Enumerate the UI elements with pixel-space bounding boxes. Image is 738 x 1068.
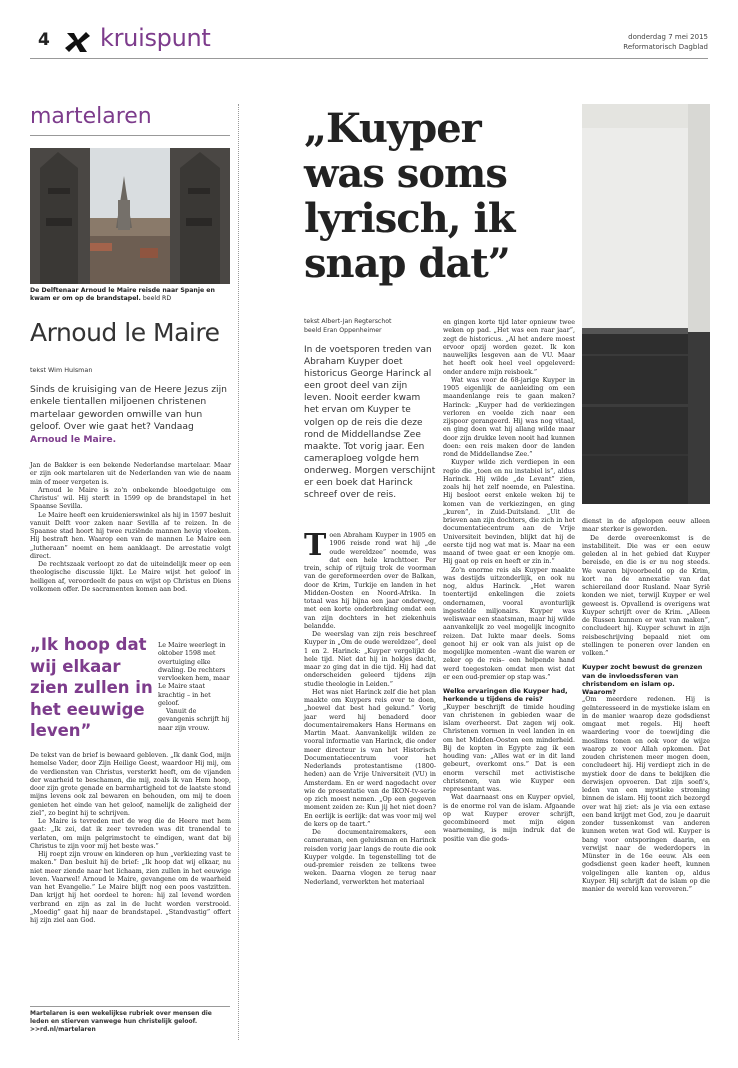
rubric-title: martelaren <box>30 104 152 129</box>
rubric-rule <box>30 135 230 136</box>
photo-caption-text: De Delftenaar Arnoud le Maire reisde naar Spanje en kwam er om op de brandstapel. <box>30 287 215 302</box>
interview-question: Welke ervaringen die Kuyper had, herkende u tijdens de reis? <box>443 687 568 704</box>
interview-question: Kuyper zocht bewust de grenzen van de invloedssferen van christendom en islam op. Waarom? <box>582 663 703 697</box>
column-body-top <box>30 462 231 594</box>
article-paragraph: dienst in de afgelopen eeuw alleen maar sterker is geworden. <box>582 518 710 534</box>
headline-line: „Kuyper <box>304 105 481 152</box>
dropcap: T <box>304 528 327 563</box>
article-paragraph: Wat daarnaast ons en Kuyper opviel, is de enorme rol van de islam. Afgaande op wat Kuyper erover schrijft, gecombineerd met mijn eigen waarneming, is mijn indruk dat de positie van die gods- <box>443 794 575 843</box>
article-paragraph: Zo'n enorme reis als Kuyper maakte was destijds uitzonderlijk, en ook nu nog, aldus Harinck. „Het waren toentertijd enkelingen die zoiets ondernamen, vooral avonturlijk ingestelde miljonairs. Kuyper was weliswaar een staatsman, maar hij wilde aanvankelijk zo veel mogelijk incognito reizen. Dat lukte maar deels. Soms genoot hij er ook van als juist op de mogelijke momenten –want die waren er zeker op de reis– een helpende hand werd toegestoken omdat men wist dat er een oud-premier op stap was.” <box>443 566 575 681</box>
article-paragraph: De weerslag van zijn reis beschreef Kuyper in „Om de oude wereldzee”, deel 1 en 2. Harinck: „Kuyper vergelijkt de hele tijd. Niet dat hij in hokjes dacht, maar zo ging dat in die tijd. Hij had dat onderscheiden geleerd tijdens zijn studie theologie in Leiden.” <box>304 631 436 688</box>
pull-quote: „Ik hoop dat wij elkaar zien zullen in het eeuwige leven” <box>30 635 153 741</box>
article-paragraph: Kuyper wilde zich verdiepen in een regio die „toen en nu instabiel is”, aldus Harinck. Hij wilde „de Levant” zien, zoals hij het zelf noemde, en Palestina. Hij besloot eerst enkele weken bij te komen van de verkiezingen, en ging „kuren”, in Zuid-Duitsland. „Uit de brieven aan zijn dochters, die zich in het documentatiecentrum aan de Vrije Universiteit bevinden, blijkt dat hij de eerste tijd nog wat mat is. Maar na een maand of twee gaat er een knopje om. Hij gaat op reis en heeft er zin in.” <box>443 459 575 566</box>
column-paragraph: De tekst van de brief is bewaard gebleven. „Ik dank God, mijn hemelse Vader, door Zijn Heilige Geest, waardoor Hij mij, om de verdiensten van Christus, versterkt heeft, om de vijanden der waarheid te beschamen, die mij, zoals ik van Hem hoop, door zijn grote genade en barmhartigheid tot de laatste stond mijns levens ook zal bewaren en behouden, om mij te doen genieten het einde van het geloof, namelijk de zaligheid der ziel”, zo begint hij te schrijven. <box>30 752 231 817</box>
page-number: 4 <box>38 30 50 50</box>
header-paper: Reformatorisch Dagblad <box>623 43 708 51</box>
headline <box>304 106 580 286</box>
headline-line: lyrisch, ik <box>304 195 515 242</box>
column-paragraph: Le Maire is tevreden met de weg die de Heere met hem gaat: „Ik zei, dat ik zeer tevreden was dit tranendal te verlaten, om mijn pelgrimstocht te eindigen, want dat bij Christus te zijn voor mij het beste was.” <box>30 818 231 850</box>
footer-note: Martelaren is een wekelijkse rubriek over mensen die leden en stierven vanwege hun christelijk geloof. <box>30 1010 212 1025</box>
photo-caption <box>30 287 232 303</box>
article-paragraph: De derde overeenkomst is de instabiliteit. Die was er een eeuw geleden al in het gebied dat Kuyper bereisde, en die is er nu nog steeds. We waren bijvoorbeeld op de Krim, kort na de annexatie van dat schiereiland door Rusland. Naar Syrië konden we niet, terwijl Kuyper er wel geweest is. Opvallend is overigens wat Kuyper schrijft over de Krim. „Alleen de Russen kunnen er wat van maken”, concludeert hij. Kuyper schuwt in zijn reisbeschrijving bepaald niet om stellingen te poneren over landen en volken.” <box>582 534 710 657</box>
column-body-bottom <box>30 752 231 925</box>
article-lead: In de voetsporen treden van Abraham Kuyper doet historicus George Harinck al een groot deel van zijn leven. Nooit eerder kwam het ervan om Kuyper te volgen op de reis die deze rond de Middellandse Zee maakte. Tot vorig jaar. Een cameraploeg volgde hem onderweg. Morgen verschijnt er een boek dat Harinck schreef over de reis. <box>304 345 436 501</box>
article-paragraph: oen Abraham Kuyper in 1905 en 1906 reisde rond wat hij „de oude wereldzee” noemde, was dat een hele krachttoer. Per trein, schip of rijtuig trok de voorman van de gereformeerden over de Balkan, door de Krim, Turkije en landen in het Midden-Oosten en Noord-Afrika. In totaal was hij bijna een jaar onderweg, met een korte onderbreking omdat een van zijn dochters in het ziekenhuis belandde. <box>304 532 436 630</box>
column-paragraph: Jan de Bakker is een bekende Nederlandse martelaar. Maar er zijn ook martelaren uit de Nederlanden van wie de naam min of meer vergeten is. <box>30 462 231 486</box>
column-body-side <box>158 642 231 733</box>
intro-text: Sinds de kruisiging van de Heere Jezus zijn enkele tientallen miljoenen christenen martelaar geworden omwille van hun geloof. Over wie gaat het? Vandaag <box>30 384 227 433</box>
delft-tower-photo <box>30 148 230 284</box>
column-paragraph: Arnoud le Maire is zo'n onbekende bloedgetuige om Christus' wil. Hij sterft in 1599 op de brandstapel in het Spaanse Sevilla. <box>30 486 231 511</box>
column-intro <box>30 384 230 446</box>
article-byline: tekst Albert-Jan Regterschot <box>304 318 392 325</box>
footer-link[interactable]: >>rd.nl/martelaren <box>30 1026 96 1033</box>
article-paragraph: „Om meerdere redenen. Hij is geïnteresseerd in de mystieke islam en in de manier waarop deze godsdienst omgaat met regels. Hij heeft waardering voor de toewijding die moslims tonen en ook voor de wijze waarop ze voor Allah opkomen. Dat zouden christenen meer mogen doen, concludeert hij. Hij verdiept zich in de mystiek door de dans te bekijken die derwisjen opvoeren. Dat zijn soefi's, leden van een mystieke stroming binnen de islam. Hij toont zich bezorgd over wat hij ziet: als je via een extase een band krijgt met God, zou je daaruit zonder tussenkomst van anderen kunnen weten wat God wil. Kuyper is bang voor ontsporingen daarin, en verwijst naar de wederdopers in Münster in de 16e eeuw. Als een godsdienst geen kader heeft, kunnen volgelingen alle kanten op, aldus Kuyper. Hij schrijft dat de islam op die manier de wereld kan veroveren.” <box>582 696 710 894</box>
footer-rule <box>30 1006 230 1007</box>
column-divider <box>238 104 239 1040</box>
headline-line: snap dat” <box>304 240 510 287</box>
article-photo-credit: beeld Eran Oppenheimer <box>304 327 382 334</box>
column-title: Arnoud le Maire <box>30 318 220 347</box>
column-paragraph: De rechtszaak verloopt zo dat de uiteindelijk meer op een theologische discussie lijkt. Le Maire wijst het geloof in heiligen af, veroordeelt de paus en wijst op Christus en Diens volkomen offer. De sacramenten komen aan bod. <box>30 561 231 593</box>
article-paragraph: Wat was voor de 68-jarige Kuyper in 1905 eigenlijk de aanleiding om een maandenlange reis te gaan maken? Harinck: „Kuyper had de verkiezingen verloren en voelde zich naar een zijspoor gerangeerd. Hij was nog vitaal, en ging doen wat hij allang wilde maar door zijn drukke leven nooit had kunnen doen: een reis maken door de landen rond de Middellandse Zee.” <box>443 376 575 458</box>
intro-name: Arnoud le Maire. <box>30 433 117 445</box>
kruispunt-logo-icon <box>64 30 92 54</box>
article-paragraph: De documentairemakers, een cameraman, een geluidsman en Harinck reisden vorig jaar langs de route die ook Kuyper volgde. In tegenstelling tot de oud-premier reisden ze telkens twee weken. Daarna vlogen ze terug naar Nederland, verwerkten het materiaal <box>304 829 436 886</box>
photo-credit: beeld RD <box>142 295 172 302</box>
column-paragraph: Vanuit de gevangenis schrijft hij naar zijn vrouw. <box>158 708 230 732</box>
column-byline: tekst Wim Hulsman <box>30 366 93 374</box>
column-paragraph: Hij roept zijn vrouw en kinderen op hun „verkiezing vast te maken.” Dan besluit hij de brief: „Ik hoop dat wij elkaar, nu niet meer ziende naar het lichaam, zien zullen in het eeuwige leven. Vaarwel! Arnoud le Maire, gevangene om de waarheid van het Evangelie.” Le Maire blijft nog een poos vastzitten. Dan krijgt hij het oordeel te horen: hij zal levend worden verbrand en zijn as zal in de lucht worden verstrooid. „Moedig” gaat hij naar de brandstapel. „Standvastig” offert hij zijn ziel aan God. <box>30 851 231 924</box>
headline-line: was soms <box>304 150 507 197</box>
article-paragraph: Het was niet Harinck zelf die het plan maakte om Kuypers reis over te doen, „hoewel dat best had gekund.” Vorig jaar werd hij benaderd door documentairemakers Hans Hermans en Martin Maat. Aanvankelijk wilden ze vooral informatie van Harinck, die onder meer directeur is van het Historisch Documentatiecentrum voor het Nederlands protestantisme (1800-heden) aan de Vrije Universiteit (VU) in Amsterdam. En er werd nagedacht over wie de presentatie van de IKON-tv-serie op zich moest nemen. „Op een gegeven moment zeiden ze: Kun jij het niet doen? En eerlijk is eerlijk: dat was voor mij wel de kers op de taart.” <box>304 688 436 828</box>
wall-photo <box>582 104 710 504</box>
article-paragraph: en gingen korte tijd later opnieuw twee weken op pad. „Het was een raar jaar”, zegt de historicus. „Al het andere moest ervoor opzij worden gezet. Ik kon nauwelijks lesgeven aan de VU. Maar het heeft ook heel veel opgeleverd: onder andere mijn reisboek.” <box>443 319 575 376</box>
article-col-1 <box>304 528 436 887</box>
article-col-2 <box>443 319 575 844</box>
section-title: kruispunt <box>100 24 211 52</box>
article-paragraph: „Kuyper beschrijft de timide houding van christenen in gebieden waar de islam overheerst. Dat zagen wij ook. Christenen vormen in veel landen in en om het Midden-Oosten een minderheid. Bij de kopten in Egypte zag ik een houding van: „Alles wat er in dit land gebeurt, overkomt ons.” Dat is een enorm verschil met activistische christenen, van wie Kuyper een representant was. <box>443 703 575 794</box>
header-rule <box>30 58 708 59</box>
column-paragraph: Le Maire weerlegt in oktober 1598 met overtuiging elke dwaling. De rechters vervloeken hem, maar Le Maire staat krachtig – in het geloof. <box>158 642 230 707</box>
article-col-3 <box>582 518 710 894</box>
header-date: donderdag 7 mei 2015 <box>628 33 708 41</box>
column-paragraph: Le Maire heeft een kruidenierswinkel als hij in 1597 besluit vanuit Delft voor zaken naar Sevilla af te reizen. In de Spaanse stad hoort hij twee ruziënde mannen hevig vloeken. Hij bestraft hen. Waarop een van de mannen Le Maire een „lutheraan” noemt en hem aanklaagt. De arrestatie volgt direct. <box>30 511 231 560</box>
